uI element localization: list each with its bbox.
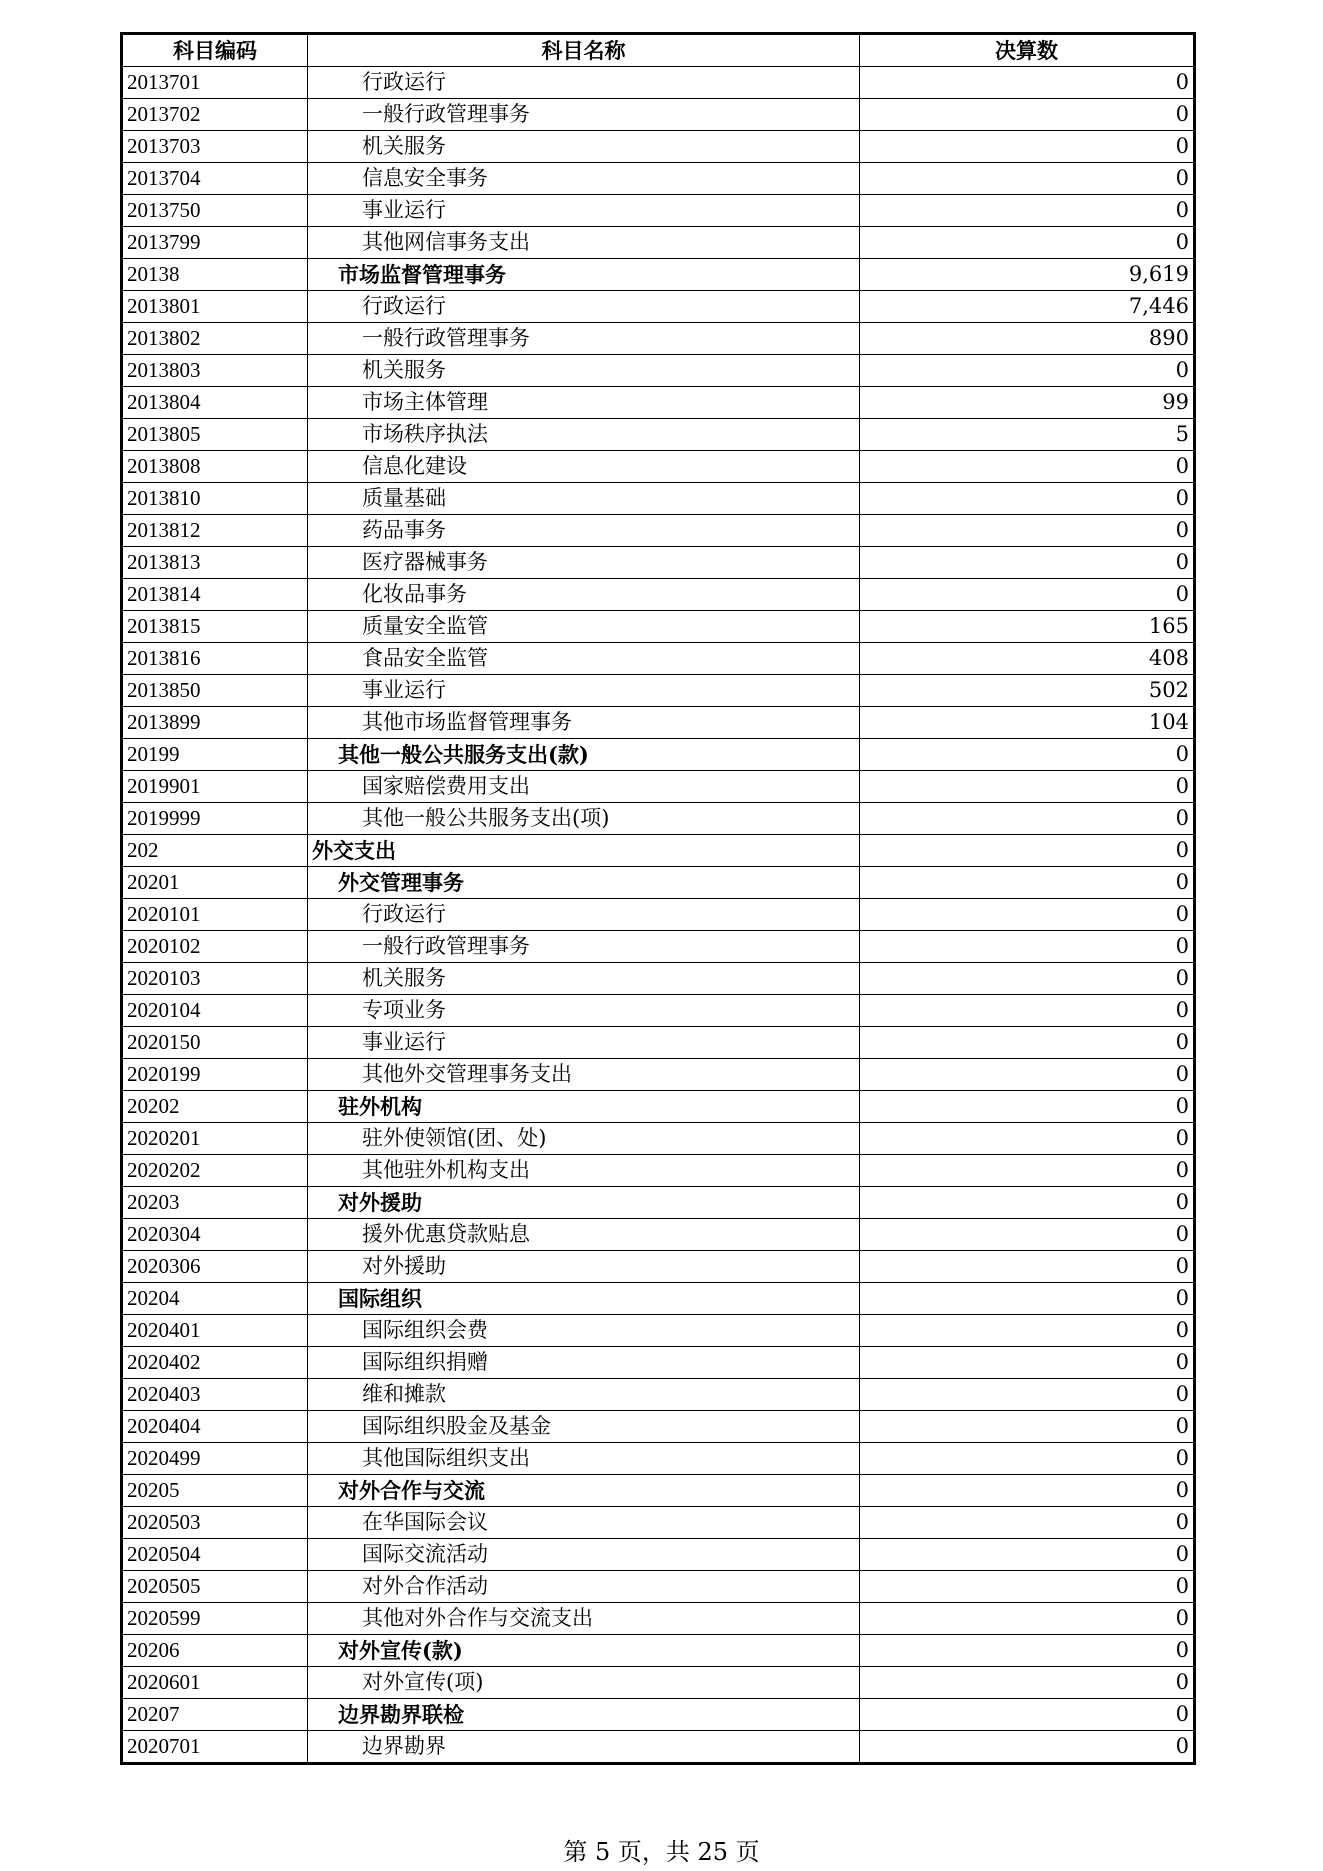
table-row — [122, 1507, 1195, 1539]
table-row — [122, 1283, 1195, 1315]
row-code: 2019901 — [122, 771, 308, 803]
row-amount: 0 — [860, 1059, 1195, 1091]
row-name: 其他对外合作与交流支出 — [308, 1603, 860, 1635]
row-name: 医疗器械事务 — [308, 547, 860, 579]
table-row — [122, 515, 1195, 547]
row-amount: 408 — [860, 643, 1195, 675]
row-code: 20206 — [122, 1635, 308, 1667]
row-name: 国际组织会费 — [308, 1315, 860, 1347]
row-code: 20205 — [122, 1475, 308, 1507]
table-row — [122, 1091, 1195, 1123]
budget-table — [120, 32, 1196, 1765]
page-footer: 第 5 页，共 25 页 — [563, 1838, 760, 1866]
row-name: 对外援助 — [308, 1187, 860, 1219]
row-name: 其他一般公共服务支出(款) — [308, 739, 860, 771]
table-row — [122, 1059, 1195, 1091]
row-amount: 9,619 — [860, 259, 1195, 291]
row-amount: 0 — [860, 451, 1195, 483]
row-name: 食品安全监管 — [308, 643, 860, 675]
row-name: 其他一般公共服务支出(项) — [308, 803, 860, 835]
row-name: 国际组织捐赠 — [308, 1347, 860, 1379]
row-name: 维和摊款 — [308, 1379, 860, 1411]
table-row — [122, 1347, 1195, 1379]
row-name: 行政运行 — [308, 899, 860, 931]
row-code: 2013850 — [122, 675, 308, 707]
row-code: 2020101 — [122, 899, 308, 931]
row-amount: 0 — [860, 547, 1195, 579]
row-name: 边界勘界联检 — [308, 1699, 860, 1731]
row-name: 化妆品事务 — [308, 579, 860, 611]
row-amount: 0 — [860, 739, 1195, 771]
table-row — [122, 291, 1195, 323]
row-name: 事业运行 — [308, 1027, 860, 1059]
row-name: 其他驻外机构支出 — [308, 1155, 860, 1187]
row-amount: 0 — [860, 1219, 1195, 1251]
table-row — [122, 1571, 1195, 1603]
row-code: 20203 — [122, 1187, 308, 1219]
row-name: 一般行政管理事务 — [308, 323, 860, 355]
table-row — [122, 1475, 1195, 1507]
row-amount: 502 — [860, 675, 1195, 707]
table-row — [122, 1603, 1195, 1635]
row-code: 2020402 — [122, 1347, 308, 1379]
row-code: 2020499 — [122, 1443, 308, 1475]
row-amount: 104 — [860, 707, 1195, 739]
row-code: 2013899 — [122, 707, 308, 739]
row-name: 信息化建设 — [308, 451, 860, 483]
row-amount: 0 — [860, 1283, 1195, 1315]
row-code: 2020701 — [122, 1731, 308, 1764]
row-code: 2020102 — [122, 931, 308, 963]
row-amount: 0 — [860, 867, 1195, 899]
row-name: 在华国际会议 — [308, 1507, 860, 1539]
row-code: 2020304 — [122, 1219, 308, 1251]
table-row — [122, 995, 1195, 1027]
row-code: 2020202 — [122, 1155, 308, 1187]
table-row — [122, 323, 1195, 355]
row-code: 2020103 — [122, 963, 308, 995]
row-amount: 0 — [860, 835, 1195, 867]
row-code: 2020601 — [122, 1667, 308, 1699]
row-amount: 0 — [860, 1347, 1195, 1379]
row-name: 质量基础 — [308, 483, 860, 515]
row-amount: 7,446 — [860, 291, 1195, 323]
row-amount: 0 — [860, 1315, 1195, 1347]
row-amount: 0 — [860, 1443, 1195, 1475]
row-code: 20201 — [122, 867, 308, 899]
row-name: 药品事务 — [308, 515, 860, 547]
row-amount: 0 — [860, 1539, 1195, 1571]
row-name: 市场秩序执法 — [308, 419, 860, 451]
row-amount: 0 — [860, 1571, 1195, 1603]
row-code: 2013802 — [122, 323, 308, 355]
row-code: 2013810 — [122, 483, 308, 515]
row-code: 2020404 — [122, 1411, 308, 1443]
row-code: 2020599 — [122, 1603, 308, 1635]
row-amount: 0 — [860, 1411, 1195, 1443]
row-code: 2020104 — [122, 995, 308, 1027]
row-code: 20138 — [122, 259, 308, 291]
table-row — [122, 451, 1195, 483]
row-amount: 0 — [860, 1155, 1195, 1187]
table-row — [122, 163, 1195, 195]
table-row — [122, 803, 1195, 835]
row-name: 国家赔偿费用支出 — [308, 771, 860, 803]
row-code: 2013703 — [122, 131, 308, 163]
table-row — [122, 1699, 1195, 1731]
row-amount: 0 — [860, 1475, 1195, 1507]
row-code: 2020306 — [122, 1251, 308, 1283]
row-amount: 0 — [860, 1635, 1195, 1667]
row-amount: 0 — [860, 1699, 1195, 1731]
table-row — [122, 131, 1195, 163]
row-code: 2020150 — [122, 1027, 308, 1059]
table-row — [122, 547, 1195, 579]
table-row — [122, 611, 1195, 643]
row-code: 2013803 — [122, 355, 308, 387]
table-row — [122, 963, 1195, 995]
row-name: 一般行政管理事务 — [308, 99, 860, 131]
table-header — [122, 34, 1195, 67]
table-row — [122, 195, 1195, 227]
row-code: 2013805 — [122, 419, 308, 451]
row-name: 驻外机构 — [308, 1091, 860, 1123]
table-row — [122, 1635, 1195, 1667]
row-name: 外交管理事务 — [308, 867, 860, 899]
row-code: 2020503 — [122, 1507, 308, 1539]
row-name: 其他国际组织支出 — [308, 1443, 860, 1475]
row-code: 2020201 — [122, 1123, 308, 1155]
row-amount: 0 — [860, 1667, 1195, 1699]
table-row — [122, 1155, 1195, 1187]
row-name: 对外合作与交流 — [308, 1475, 860, 1507]
row-code: 20204 — [122, 1283, 308, 1315]
row-name: 行政运行 — [308, 67, 860, 99]
table-row — [122, 1731, 1195, 1764]
table-body — [122, 67, 1195, 1764]
row-name: 信息安全事务 — [308, 163, 860, 195]
header-amount: 决算数 — [860, 34, 1195, 67]
row-name: 其他市场监督管理事务 — [308, 707, 860, 739]
row-code: 20207 — [122, 1699, 308, 1731]
row-amount: 0 — [860, 483, 1195, 515]
row-code: 2013808 — [122, 451, 308, 483]
table-row — [122, 1667, 1195, 1699]
row-name: 市场主体管理 — [308, 387, 860, 419]
row-amount: 0 — [860, 1251, 1195, 1283]
row-name: 机关服务 — [308, 963, 860, 995]
table-row — [122, 1443, 1195, 1475]
row-name: 援外优惠贷款贴息 — [308, 1219, 860, 1251]
row-name: 国际交流活动 — [308, 1539, 860, 1571]
table-row — [122, 1027, 1195, 1059]
row-name: 对外宣传(款) — [308, 1635, 860, 1667]
row-code: 2020504 — [122, 1539, 308, 1571]
row-name: 行政运行 — [308, 291, 860, 323]
row-name: 事业运行 — [308, 195, 860, 227]
table-row — [122, 1251, 1195, 1283]
row-code: 2013750 — [122, 195, 308, 227]
table-row — [122, 1315, 1195, 1347]
row-amount: 0 — [860, 995, 1195, 1027]
row-amount: 0 — [860, 67, 1195, 99]
table-row — [122, 579, 1195, 611]
row-code: 2013815 — [122, 611, 308, 643]
table-row — [122, 259, 1195, 291]
row-name: 外交支出 — [308, 835, 860, 867]
row-name: 机关服务 — [308, 131, 860, 163]
header-row — [122, 34, 1195, 67]
table-row — [122, 739, 1195, 771]
table-row — [122, 483, 1195, 515]
table-row — [122, 1411, 1195, 1443]
table-row — [122, 835, 1195, 867]
row-name: 专项业务 — [308, 995, 860, 1027]
table-row — [122, 99, 1195, 131]
row-name: 对外合作活动 — [308, 1571, 860, 1603]
table-row — [122, 1539, 1195, 1571]
row-name: 事业运行 — [308, 675, 860, 707]
row-code: 2013813 — [122, 547, 308, 579]
row-code: 2020403 — [122, 1379, 308, 1411]
row-amount: 0 — [860, 963, 1195, 995]
row-name: 一般行政管理事务 — [308, 931, 860, 963]
row-amount: 0 — [860, 899, 1195, 931]
row-name: 驻外使领馆(团、处) — [308, 1123, 860, 1155]
row-amount: 165 — [860, 611, 1195, 643]
row-code: 2013804 — [122, 387, 308, 419]
row-name: 其他外交管理事务支出 — [308, 1059, 860, 1091]
row-amount: 0 — [860, 99, 1195, 131]
row-amount: 0 — [860, 355, 1195, 387]
row-code: 20199 — [122, 739, 308, 771]
table-row — [122, 355, 1195, 387]
row-amount: 0 — [860, 1187, 1195, 1219]
table-row — [122, 67, 1195, 99]
row-amount: 0 — [860, 227, 1195, 259]
row-amount: 0 — [860, 579, 1195, 611]
row-name: 对外援助 — [308, 1251, 860, 1283]
table-row — [122, 227, 1195, 259]
header-name: 科目名称 — [308, 34, 860, 67]
row-code: 2013702 — [122, 99, 308, 131]
row-amount: 99 — [860, 387, 1195, 419]
row-amount: 0 — [860, 163, 1195, 195]
row-name: 国际组织股金及基金 — [308, 1411, 860, 1443]
table-row — [122, 419, 1195, 451]
table-row — [122, 867, 1195, 899]
row-code: 2020199 — [122, 1059, 308, 1091]
row-name: 质量安全监管 — [308, 611, 860, 643]
row-code: 2013812 — [122, 515, 308, 547]
row-code: 2013814 — [122, 579, 308, 611]
row-code: 20202 — [122, 1091, 308, 1123]
row-amount: 0 — [860, 1123, 1195, 1155]
table-row — [122, 707, 1195, 739]
table-row — [122, 931, 1195, 963]
table-row — [122, 1219, 1195, 1251]
row-amount: 0 — [860, 195, 1195, 227]
row-amount: 0 — [860, 771, 1195, 803]
row-name: 对外宣传(项) — [308, 1667, 860, 1699]
row-name: 其他网信事务支出 — [308, 227, 860, 259]
row-amount: 0 — [860, 803, 1195, 835]
row-amount: 0 — [860, 1507, 1195, 1539]
row-code: 2020505 — [122, 1571, 308, 1603]
row-amount: 890 — [860, 323, 1195, 355]
row-code: 2013704 — [122, 163, 308, 195]
row-code: 2013799 — [122, 227, 308, 259]
row-amount: 0 — [860, 1731, 1195, 1764]
table-row — [122, 899, 1195, 931]
row-name: 国际组织 — [308, 1283, 860, 1315]
row-amount: 0 — [860, 931, 1195, 963]
table-row — [122, 1379, 1195, 1411]
row-amount: 0 — [860, 515, 1195, 547]
table-row — [122, 643, 1195, 675]
row-amount: 0 — [860, 1027, 1195, 1059]
row-name: 市场监督管理事务 — [308, 259, 860, 291]
row-code: 2013816 — [122, 643, 308, 675]
table-row — [122, 771, 1195, 803]
header-code: 科目编码 — [122, 34, 308, 67]
row-amount: 0 — [860, 1379, 1195, 1411]
row-amount: 0 — [860, 1091, 1195, 1123]
row-code: 202 — [122, 835, 308, 867]
row-amount: 0 — [860, 131, 1195, 163]
table-row — [122, 1123, 1195, 1155]
row-name: 机关服务 — [308, 355, 860, 387]
row-amount: 5 — [860, 419, 1195, 451]
row-code: 2020401 — [122, 1315, 308, 1347]
row-code: 2019999 — [122, 803, 308, 835]
row-code: 2013701 — [122, 67, 308, 99]
table-row — [122, 387, 1195, 419]
row-code: 2013801 — [122, 291, 308, 323]
table-row — [122, 1187, 1195, 1219]
row-amount: 0 — [860, 1603, 1195, 1635]
table-row — [122, 675, 1195, 707]
row-name: 边界勘界 — [308, 1731, 860, 1764]
